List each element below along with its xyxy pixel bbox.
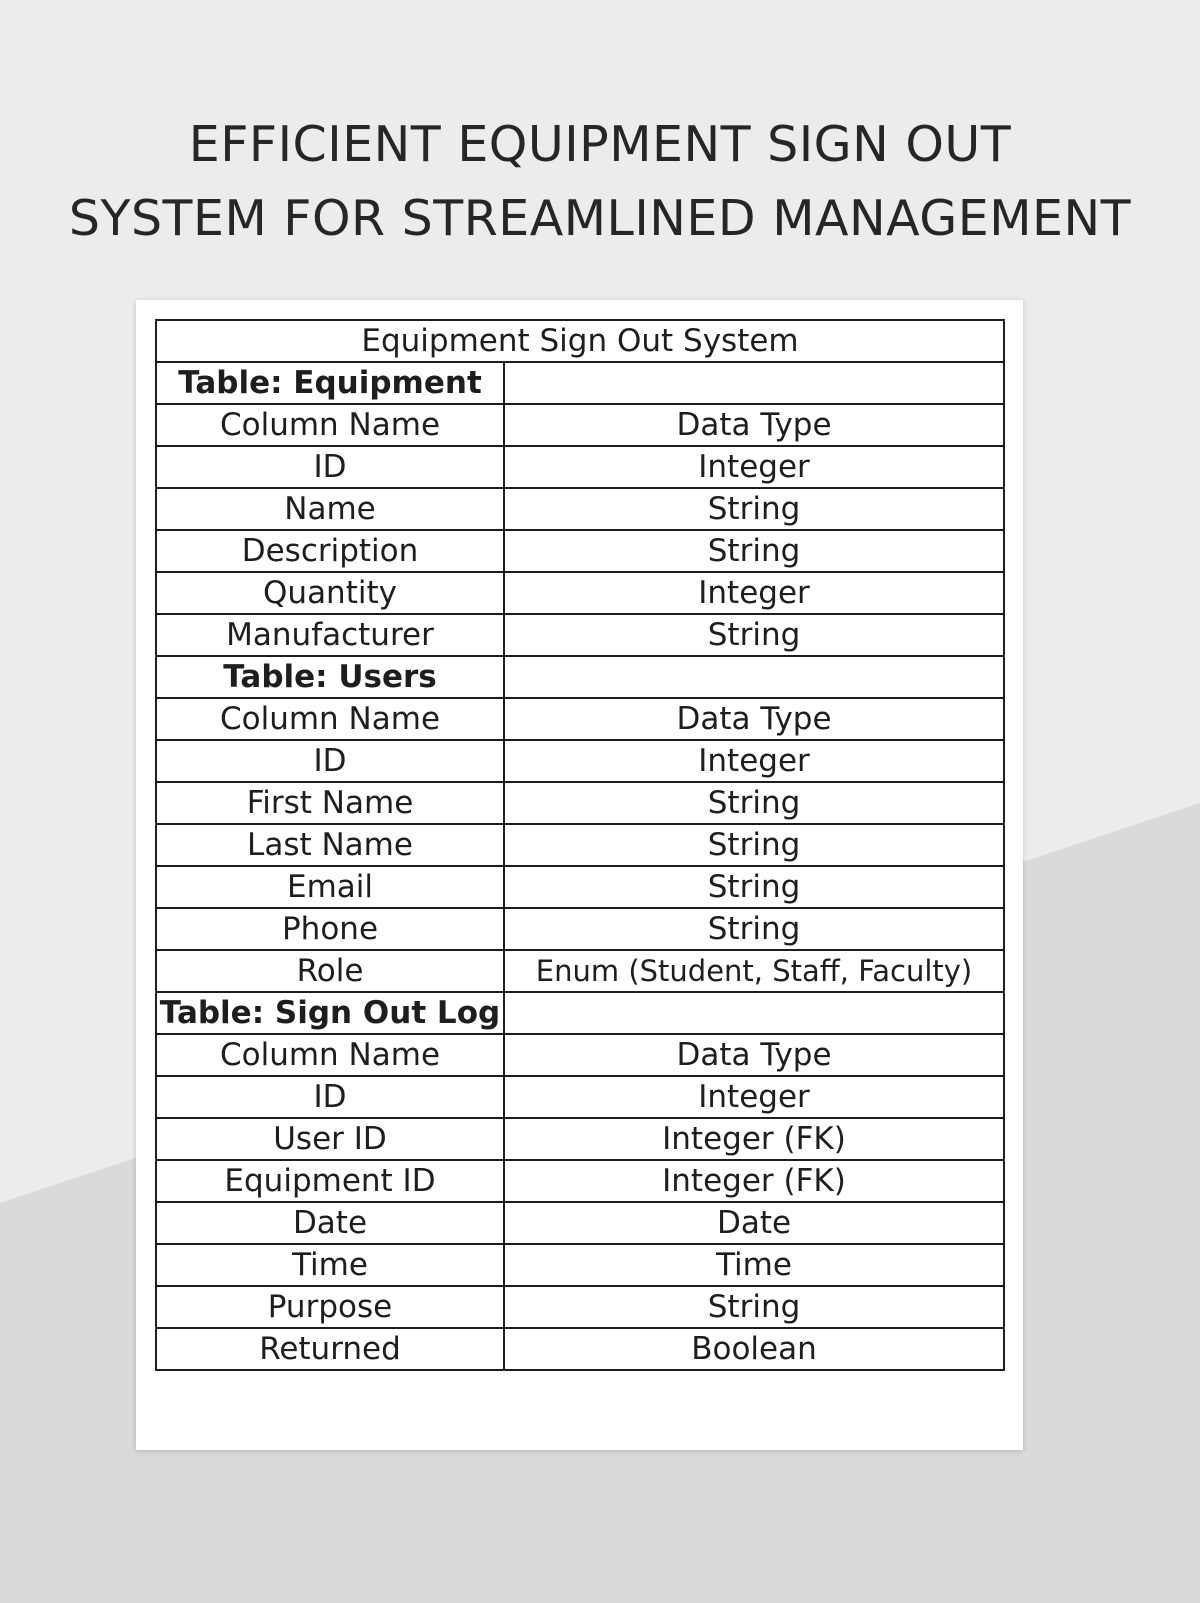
- data-type-cell: String: [504, 908, 1004, 950]
- table-row: [156, 782, 1004, 824]
- table-row: [156, 572, 1004, 614]
- table-row: [156, 950, 1004, 992]
- column-name-cell: ID: [156, 740, 504, 782]
- section-label-empty-cell: [504, 656, 1004, 698]
- table-row: [156, 1202, 1004, 1244]
- section-header-row: [156, 1034, 1004, 1076]
- data-type-header: Data Type: [504, 404, 1004, 446]
- column-name-cell: Phone: [156, 908, 504, 950]
- section-title-row: [156, 362, 1004, 404]
- data-type-cell: String: [504, 530, 1004, 572]
- data-type-cell: String: [504, 614, 1004, 656]
- column-name-cell: Purpose: [156, 1286, 504, 1328]
- table-row: [156, 1286, 1004, 1328]
- data-type-cell: Boolean: [504, 1328, 1004, 1370]
- data-type-cell: Date: [504, 1202, 1004, 1244]
- page-title-line-1: EFFICIENT EQUIPMENT SIGN OUT: [188, 116, 1012, 173]
- table-caption: Equipment Sign Out System: [156, 320, 1004, 362]
- data-type-cell: String: [504, 782, 1004, 824]
- column-name-cell: First Name: [156, 782, 504, 824]
- column-name-cell: Date: [156, 1202, 504, 1244]
- column-name-cell: User ID: [156, 1118, 504, 1160]
- column-name-cell: Equipment ID: [156, 1160, 504, 1202]
- table-row: [156, 740, 1004, 782]
- data-type-cell: Integer: [504, 572, 1004, 614]
- data-type-cell: String: [504, 488, 1004, 530]
- document-sheet: [136, 300, 1023, 1450]
- column-name-cell: ID: [156, 1076, 504, 1118]
- column-name-header: Column Name: [156, 1034, 504, 1076]
- column-name-cell: Role: [156, 950, 504, 992]
- data-type-header: Data Type: [504, 1034, 1004, 1076]
- data-type-cell: Time: [504, 1244, 1004, 1286]
- section-title-row: [156, 992, 1004, 1034]
- data-type-cell: Integer: [504, 1076, 1004, 1118]
- column-name-header: Column Name: [156, 404, 504, 446]
- column-name-cell: Manufacturer: [156, 614, 504, 656]
- column-name-cell: Last Name: [156, 824, 504, 866]
- table-row: [156, 908, 1004, 950]
- section-label-empty-cell: [504, 362, 1004, 404]
- column-name-cell: Time: [156, 1244, 504, 1286]
- column-name-cell: Quantity: [156, 572, 504, 614]
- column-name-cell: ID: [156, 446, 504, 488]
- page-title-line-2: SYSTEM FOR STREAMLINED MANAGEMENT: [68, 190, 1132, 247]
- table-row: [156, 446, 1004, 488]
- table-row: [156, 530, 1004, 572]
- table-row: [156, 614, 1004, 656]
- table-row: [156, 1244, 1004, 1286]
- table-row: [156, 1076, 1004, 1118]
- column-name-cell: Description: [156, 530, 504, 572]
- section-label: Table: Sign Out Log: [156, 992, 504, 1034]
- data-type-cell: String: [504, 1286, 1004, 1328]
- data-type-cell: String: [504, 866, 1004, 908]
- section-title-row: [156, 656, 1004, 698]
- section-label: Table: Equipment: [156, 362, 504, 404]
- data-type-header: Data Type: [504, 698, 1004, 740]
- data-type-cell: Enum (Student, Staff, Faculty): [504, 950, 1004, 992]
- data-type-cell: String: [504, 824, 1004, 866]
- section-header-row: [156, 698, 1004, 740]
- data-type-cell: Integer (FK): [504, 1118, 1004, 1160]
- section-header-row: [156, 404, 1004, 446]
- table-row: [156, 824, 1004, 866]
- table-row: [156, 1328, 1004, 1370]
- section-label: Table: Users: [156, 656, 504, 698]
- table-caption-row: [156, 320, 1004, 362]
- table-row: [156, 1160, 1004, 1202]
- schema-table: [155, 319, 1005, 1371]
- table-row: [156, 488, 1004, 530]
- section-label-empty-cell: [504, 992, 1004, 1034]
- column-name-cell: Returned: [156, 1328, 504, 1370]
- data-type-cell: Integer (FK): [504, 1160, 1004, 1202]
- data-type-cell: Integer: [504, 740, 1004, 782]
- column-name-cell: Name: [156, 488, 504, 530]
- table-row: [156, 866, 1004, 908]
- data-type-cell: Integer: [504, 446, 1004, 488]
- table-row: [156, 1118, 1004, 1160]
- column-name-cell: Email: [156, 866, 504, 908]
- column-name-header: Column Name: [156, 698, 504, 740]
- page-title: [0, 108, 1200, 256]
